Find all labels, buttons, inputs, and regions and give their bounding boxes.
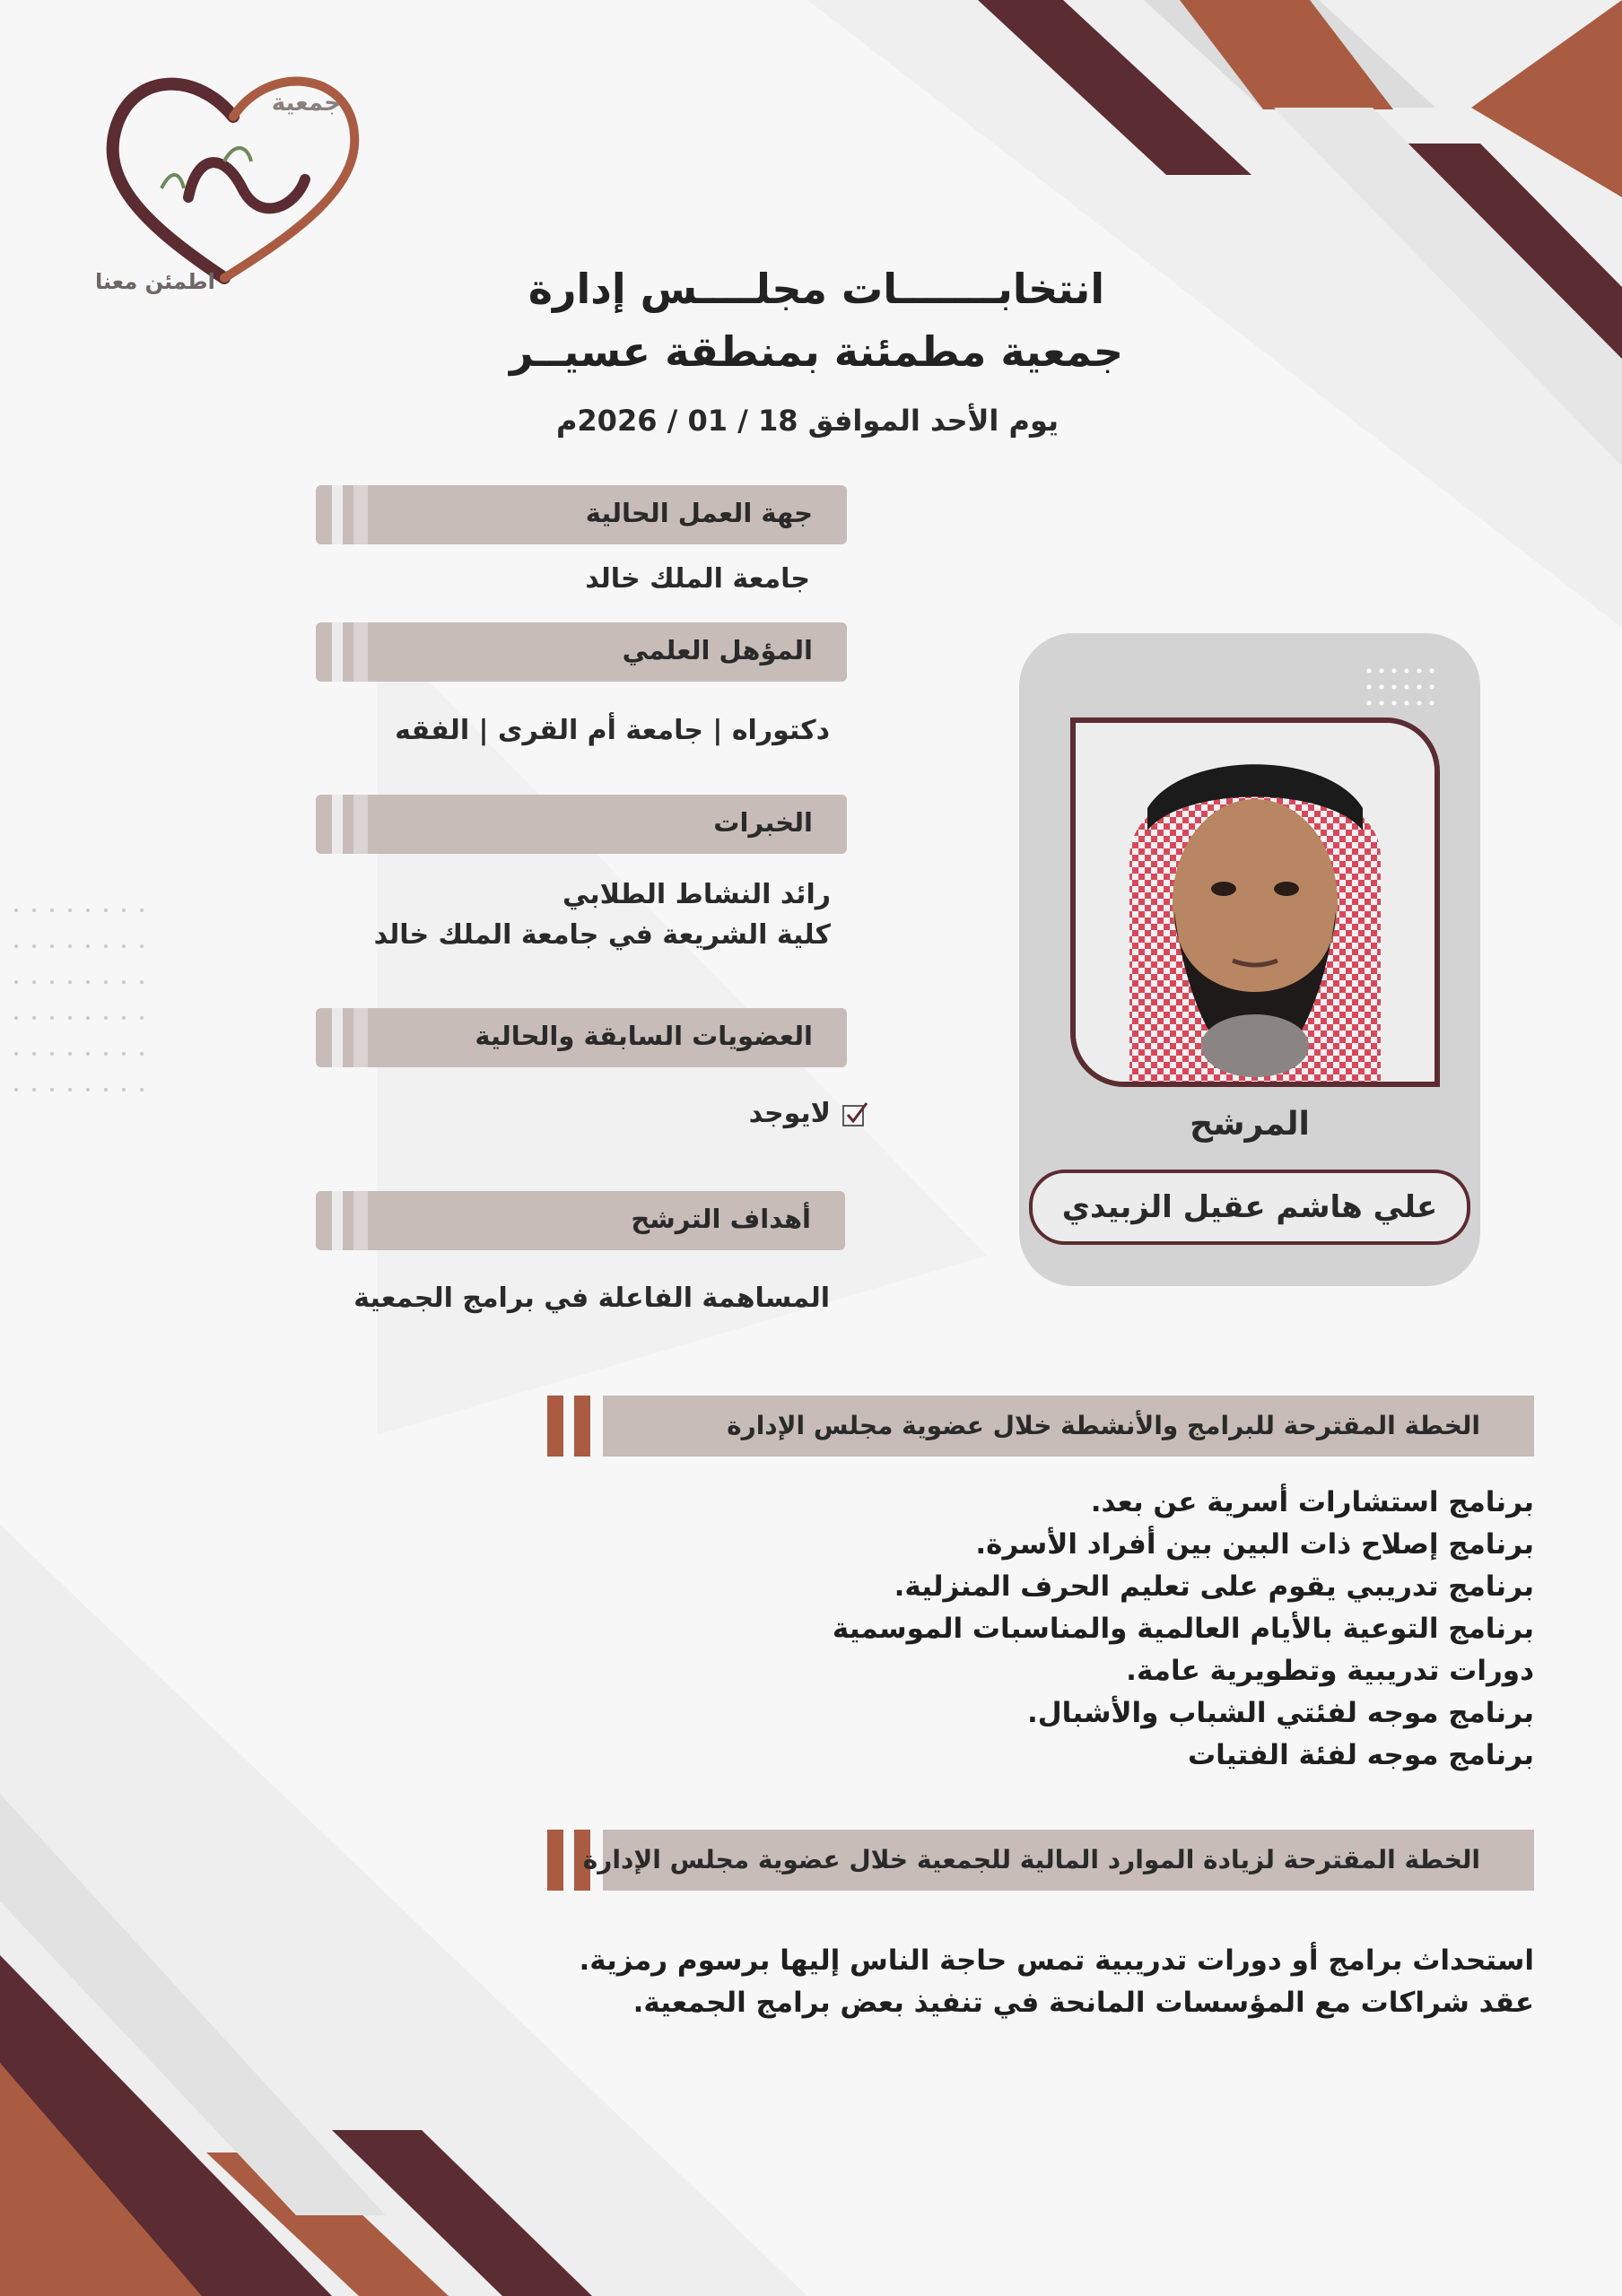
section-header-experience <box>316 795 847 854</box>
checkbox-checked-icon <box>842 1100 868 1127</box>
candidate-photo <box>1070 718 1440 1087</box>
logo-word-top: جمعية <box>271 90 341 117</box>
list-item: برنامج استشارات أسرية عن بعد. <box>1090 1486 1534 1518</box>
section-label: العضويات السابقة والحالية <box>475 1021 813 1051</box>
list-item: دورات تدريبية وتطويرية عامة. <box>1126 1655 1534 1687</box>
resources-list <box>580 1940 1534 2024</box>
goals-value: المساهمة الفاعلة في برامج الجمعية <box>353 1283 830 1314</box>
programs-list <box>833 1482 1534 1777</box>
page-title-line2: جمعية مطمئنة بمنطقة عسيــر <box>509 327 1124 376</box>
plan-header-resources <box>582 1830 1534 1891</box>
page-title-line1: انتخابـــــــات مجلــــس إدارة <box>528 265 1105 313</box>
section-label: جهة العمل الحالية <box>585 498 813 528</box>
list-item: استحداث برامج أو دورات تدريبية تمس حاجة الناس إليها برسوم رمزية. <box>579 1944 1534 1977</box>
election-date: يوم الأحد الموافق 18 / 01 / 2026م <box>555 404 1060 438</box>
section-label: المؤهل العلمي <box>622 635 813 665</box>
list-item: برنامج تدريبي يقوم على تعليم الحرف المنزلية. <box>894 1570 1534 1603</box>
association-logo <box>90 54 377 296</box>
experience-line-1: رائد النشاط الطلابي <box>562 879 831 910</box>
section-label: أهداف الترشح <box>631 1204 811 1234</box>
plan-header-label: الخطة المقترحة للبرامج والأنشطة خلال عضوية مجلس الإدارة <box>727 1411 1480 1440</box>
list-item: برنامج موجه لفئة الفتيات <box>1188 1739 1534 1771</box>
portrait-illustration <box>1076 723 1435 1082</box>
list-item: عقد شراكات مع المؤسسات المانحة في تنفيذ بعض برامج الجمعية. <box>632 1987 1534 2019</box>
plan-header-programs <box>603 1396 1534 1457</box>
plan-header-label: الخطة المقترحة لزيادة الموارد المالية للجمعية خلال عضوية مجلس الإدارة <box>582 1845 1480 1874</box>
section-header-qualification <box>316 622 847 682</box>
workplace-value: جامعة الملك خالد <box>585 563 810 595</box>
section-header-goals <box>316 1191 845 1250</box>
candidate-name: علي هاشم عقيل الزبيدي <box>1061 1189 1438 1225</box>
list-item: برنامج التوعية بالأيام العالمية والمناسبات الموسمية <box>832 1613 1534 1645</box>
plan-marks-icon <box>547 1396 592 1457</box>
candidate-title: المرشح <box>1190 1106 1310 1143</box>
list-item: برنامج إصلاح ذات البين بين أفراد الأسرة. <box>975 1528 1534 1561</box>
section-header-memberships <box>316 1008 847 1067</box>
section-header-workplace <box>316 485 847 544</box>
qualification-value: دكتوراه | جامعة أم القرى | الفقه <box>395 715 830 746</box>
decorative-dots <box>1365 667 1437 707</box>
experience-line-2: كلية الشريعة في جامعة الملك خالد <box>373 919 831 951</box>
section-label: الخبرات <box>713 807 813 838</box>
memberships-value: لايوجد <box>748 1098 831 1129</box>
list-item: برنامج موجه لفئتي الشباب والأشبال. <box>1027 1697 1534 1729</box>
logo-tagline: اطمئن معنا <box>95 269 215 294</box>
candidate-name-pill <box>1029 1170 1470 1245</box>
